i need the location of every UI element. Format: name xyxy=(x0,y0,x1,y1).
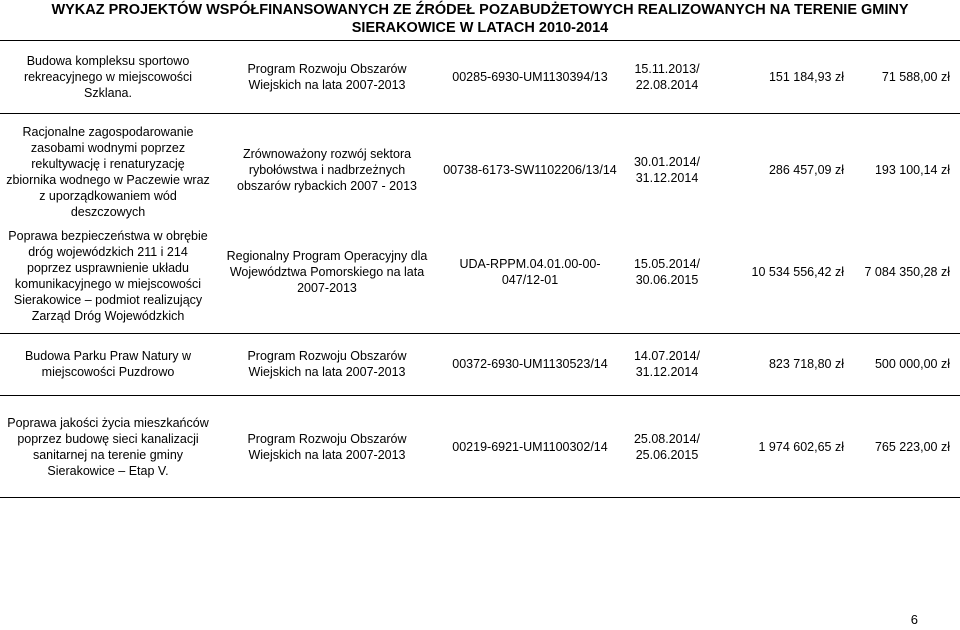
contract-number-cell: 00738-6173-SW1102206/13/14 xyxy=(443,163,617,177)
funding-value-cell: 765 223,00 zł xyxy=(874,440,950,454)
dates-cell: 30.01.2014/ 31.12.2014 xyxy=(633,155,701,185)
table-rule xyxy=(0,113,960,114)
page-title-line-1: WYKAZ PROJEKTÓW WSPÓŁFINANSOWANYCH ZE ŹRÓDEŁ POZABUDŻETOWYCH REALIZOWANYCH NA TERENIE GMINY xyxy=(51,2,909,18)
contract-number-cell: 00219-6921-UM1100302/14 xyxy=(452,440,608,454)
project-name-cell: Poprawa bezpieczeństwa w obrębie dróg wojewódzkich 211 i 214 poprzez usprawnienie układu komunikacyjnego w miejscowości Sierakowice – podmiot realizujący Zarząd Dróg Wojewódzkich xyxy=(8,229,208,323)
contract-number-cell: UDA-RPPM.04.01.00-00-047/12-01 xyxy=(459,257,601,287)
program-cell: Regionalny Program Operacyjny dla Województwa Pomorskiego na lata 2007-2013 xyxy=(226,249,428,295)
contract-number-cell: 00285-6930-UM1130394/13 xyxy=(452,70,608,84)
dates-cell: 14.07.2014/ 31.12.2014 xyxy=(633,349,701,379)
funding-value-cell: 193 100,14 zł xyxy=(874,163,950,177)
project-name-cell: Poprawa jakości życia mieszkańców poprzez budowę sieci kanalizacji sanitarnej na terenie gminy Sierakowice – Etap V. xyxy=(7,416,209,478)
total-value-cell: 10 534 556,42 zł xyxy=(751,265,844,279)
total-value-cell: 1 974 602,65 zł xyxy=(758,440,844,454)
contract-number-cell: 00372-6930-UM1130523/14 xyxy=(452,357,608,371)
dates-cell: 25.08.2014/ 25.06.2015 xyxy=(633,432,701,462)
funding-value-cell: 7 084 350,28 zł xyxy=(864,265,950,279)
funding-value-cell: 500 000,00 zł xyxy=(874,357,950,371)
table-rule xyxy=(0,40,960,41)
dates-cell: 15.11.2013/ 22.08.2014 xyxy=(634,62,700,92)
table-rule xyxy=(0,497,960,498)
program-cell: Zrównoważony rozwój sektora rybołówstwa i nadbrzeżnych obszarów rybackich 2007 - 2013 xyxy=(237,147,417,193)
table-rule xyxy=(0,333,960,334)
total-value-cell: 151 184,93 zł xyxy=(768,70,844,84)
program-cell: Program Rozwoju Obszarów Wiejskich na lata 2007-2013 xyxy=(247,432,407,462)
page-title-line-2: SIERAKOWICE W LATACH 2010-2014 xyxy=(351,20,609,36)
table-rule xyxy=(0,395,960,396)
total-value-cell: 286 457,09 zł xyxy=(768,163,844,177)
project-name-cell: Racjonalne zagospodarowanie zasobami wodnymi poprzez rekultywację i renaturyzację zbiornika wodnego w Paczewie wraz z uporządkowaniem wód deszczowych xyxy=(6,125,210,219)
total-value-cell: 823 718,80 zł xyxy=(768,357,844,371)
page-number: 6 xyxy=(910,612,918,627)
program-cell: Program Rozwoju Obszarów Wiejskich na lata 2007-2013 xyxy=(247,62,407,92)
program-cell: Program Rozwoju Obszarów Wiejskich na lata 2007-2013 xyxy=(247,349,407,379)
project-name-cell: Budowa kompleksu sportowo rekreacyjnego w miejscowości Szklana. xyxy=(23,54,193,100)
dates-cell: 15.05.2014/ 30.06.2015 xyxy=(633,257,701,287)
project-name-cell: Budowa Parku Praw Natury w miejscowości Puzdrowo xyxy=(24,349,192,379)
funding-value-cell: 71 588,00 zł xyxy=(881,70,950,84)
